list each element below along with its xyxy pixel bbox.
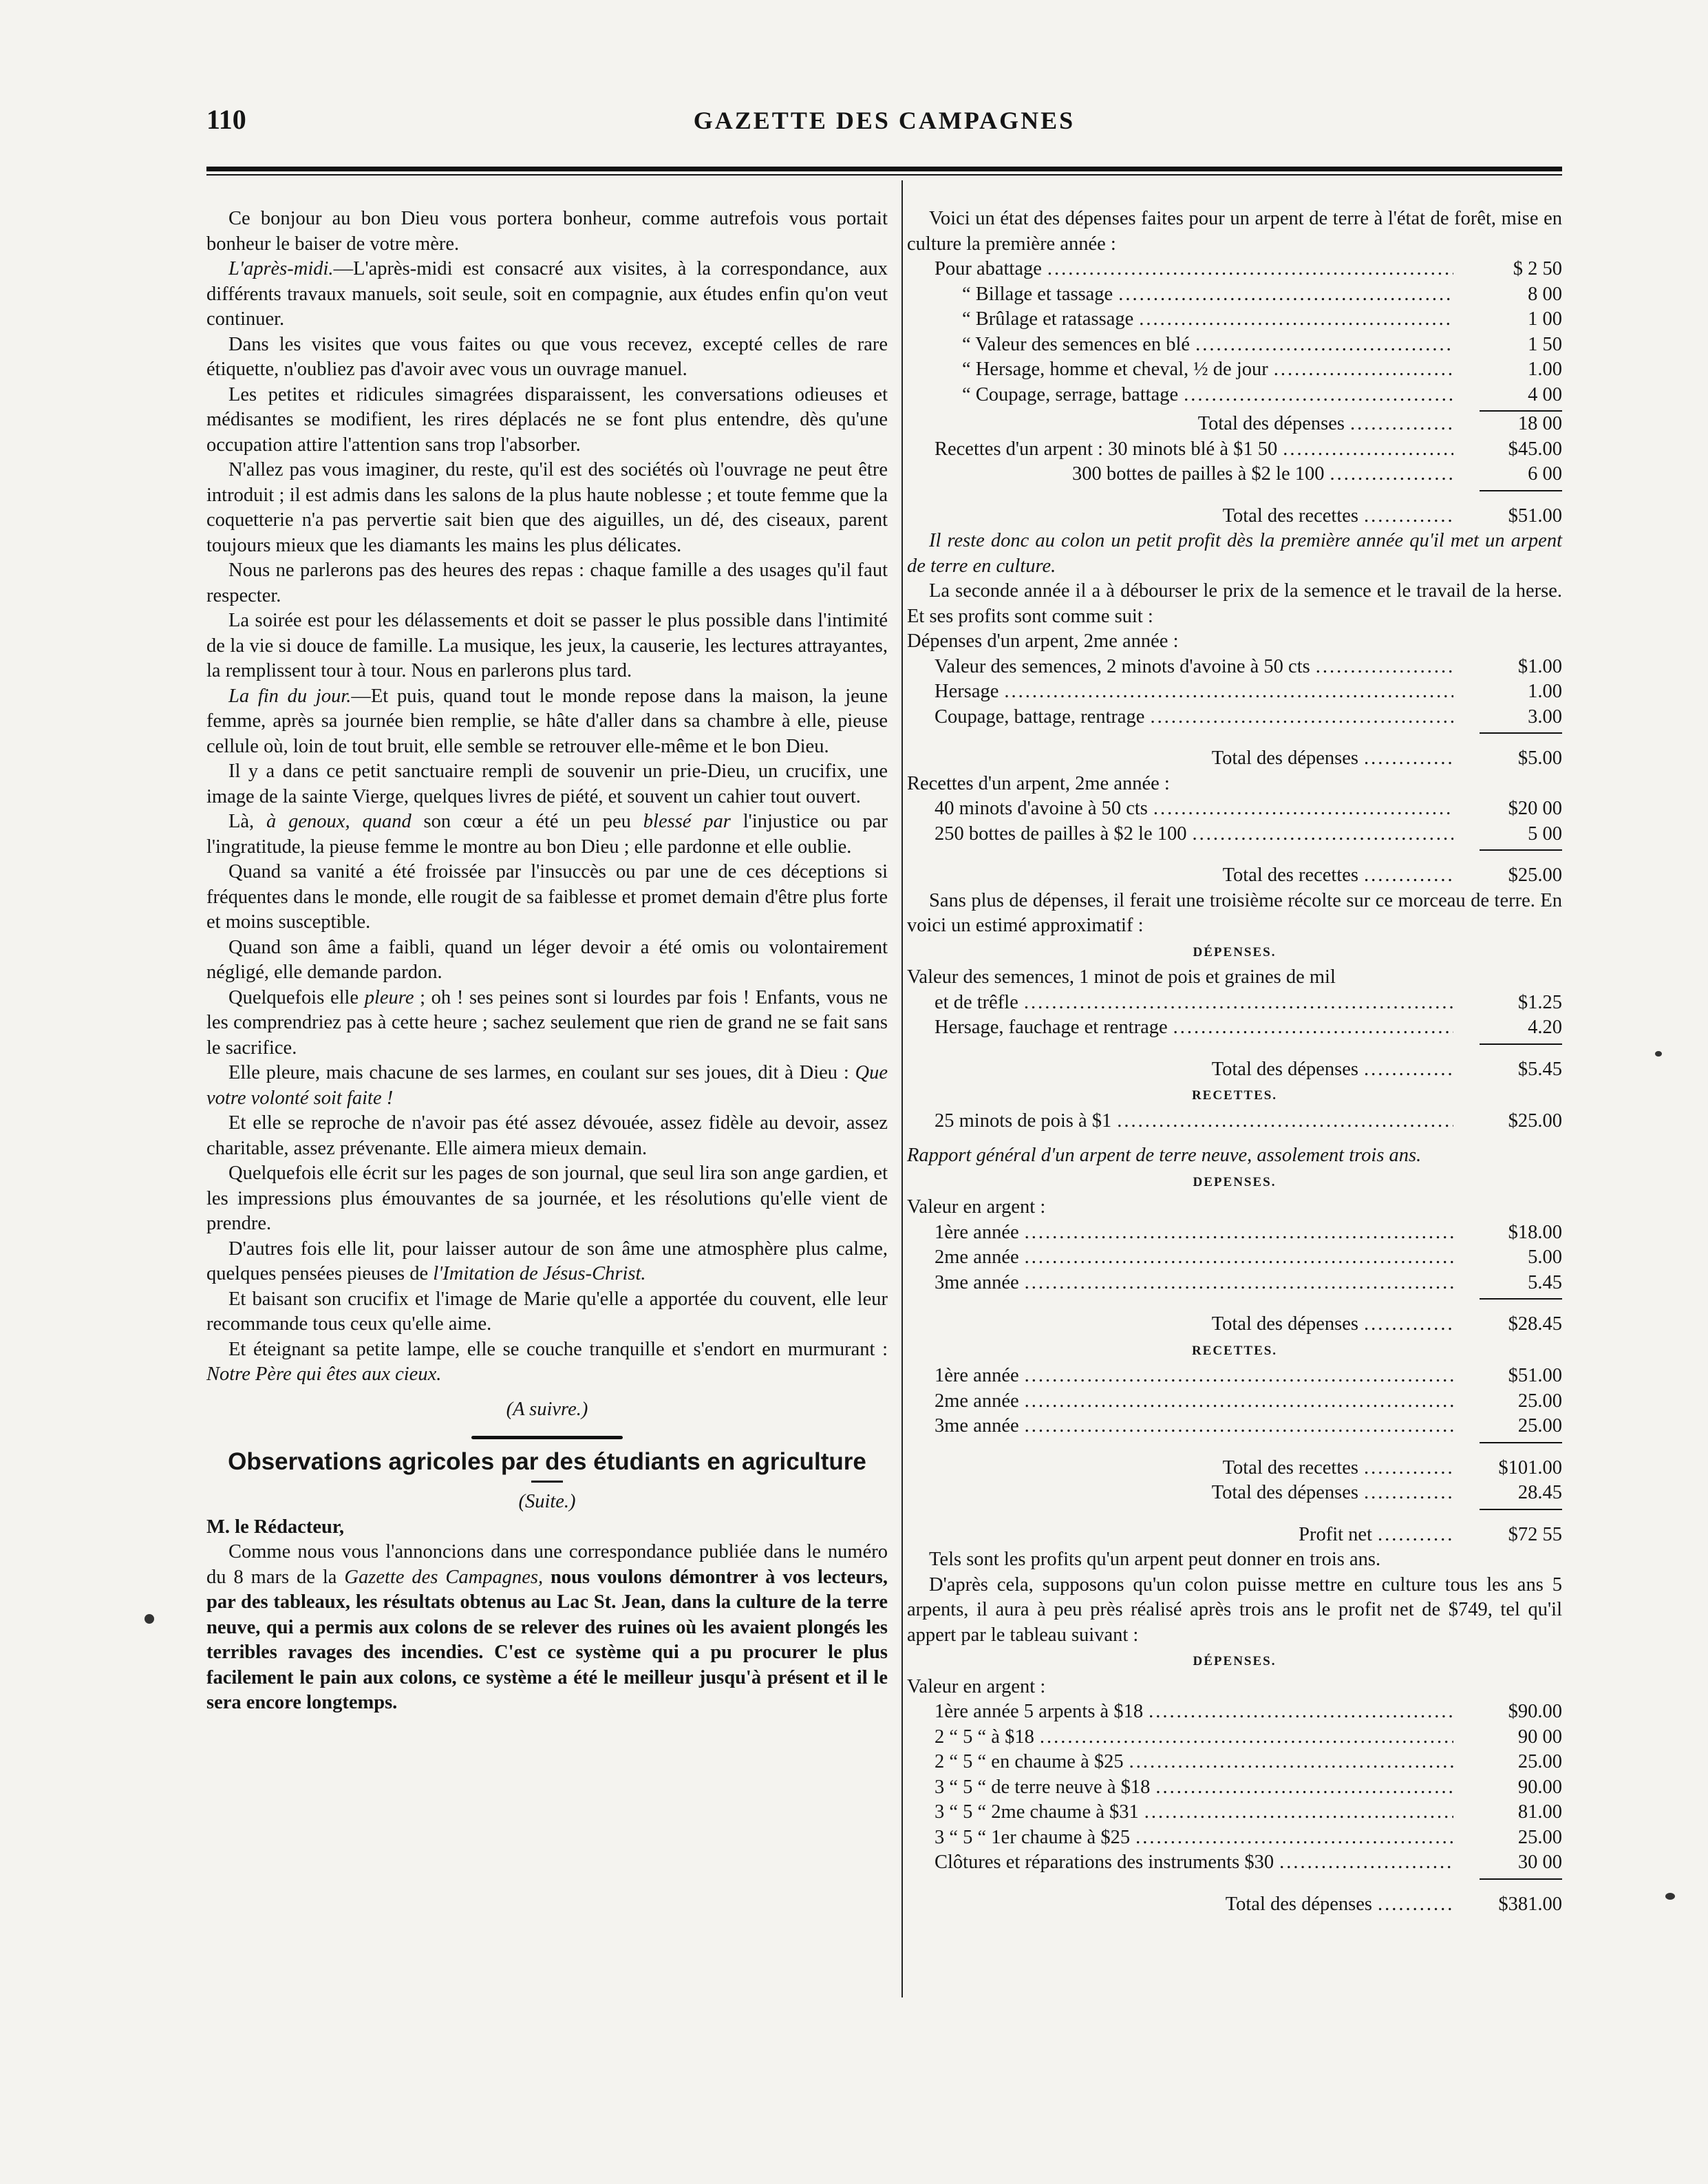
leader-dots xyxy=(1139,307,1453,332)
row-amount: 90 00 xyxy=(1517,1726,1562,1748)
section-label: RECETTES. xyxy=(1191,1088,1278,1103)
paragraph: Quand sa vanité a été froissée par l'insuccès ou par une de ces déceptions si fréquentes dans le monde, elle rougit de sa faiblesse et promet demain d'être plus forte et moins susceptible. xyxy=(206,861,888,933)
paragraph: D'après cela, supposons qu'un colon puisse mettre en culture tous les ans 5 arpents, il aura à peu près réalisé après trois ans le profit net de $749, tel qu'il appert par le tableau suivant : xyxy=(907,1573,1562,1646)
column-divider xyxy=(901,180,903,1997)
leader-dots xyxy=(1184,383,1453,408)
row-amount: 5.00 xyxy=(1528,1247,1562,1268)
row-label: 3 “ 5 “ de terre neuve à $18 xyxy=(935,1776,1151,1798)
table-heading: Recettes d'un arpent, 2me année : xyxy=(907,772,1170,794)
section-heading: La fin du jour. xyxy=(228,685,352,707)
sum-rule xyxy=(1480,732,1562,734)
sum-rule xyxy=(1480,849,1562,851)
leader-dots xyxy=(1025,1389,1453,1414)
paragraph: N'allez pas vous imaginer, du reste, qu'il est des sociétés où l'ouvrage ne peut être introduit ; il est admis dans les salons de la plus haute noblesse ; et toute femme que la coquetterie n'a pas pervertie sait bien que des aiguilles, un dé, des ciseaux, parent toujours mieux que les diamants les mains les plus délicates. xyxy=(206,459,888,556)
paragraph: Quelquefois elle pleure ; oh ! ses peines sont si lourdes par fois ! Enfants, vous ne les comprendriez pas à cette heure ; sachez seulement que rien de grand ne se fait sans le sacrifice. xyxy=(206,986,888,1059)
leader-dots xyxy=(1040,1725,1453,1750)
table-row xyxy=(907,990,1562,1016)
row-label: 2 “ 5 “ en chaume à $25 xyxy=(935,1751,1124,1772)
table-row xyxy=(907,1775,1562,1801)
sum-rule xyxy=(1480,1442,1562,1443)
row-amount: 1 00 xyxy=(1528,308,1562,330)
page-title: GAZETTE DES CAMPAGNES xyxy=(693,107,1076,134)
paragraph: Quand son âme a faibli, quand un léger devoir a été omis ou volontairement négligé, elle demande pardon. xyxy=(206,936,888,983)
total-row: Total des dépenses ..... 18 00 xyxy=(907,412,1562,437)
row-label: “ Brûlage et ratassage xyxy=(962,308,1134,330)
row-amount: 3.00 xyxy=(1528,706,1562,728)
leader-dots xyxy=(1025,1414,1453,1439)
row-amount: 1.00 xyxy=(1528,359,1562,380)
leader-dots xyxy=(1025,1245,1453,1271)
row-label: Hersage, fauchage et rentrage xyxy=(935,1017,1168,1038)
paragraph: Dans les visites que vous faites ou que vous recevez, excepté celles de rare étiquette, n'oubliez pas d'avoir avec vous un ouvrage manuel. xyxy=(206,333,888,380)
section-heading: L'après-midi. xyxy=(228,258,334,279)
row-label: 1ère année xyxy=(935,1221,1019,1243)
paragraph: Il y a dans ce petit sanctuaire rempli de souvenir un prie-Dieu, un crucifix, une image de la sainte Vierge, quelques livres de piété, et souvent un cahier tout ouvert. xyxy=(206,761,888,807)
row-amount: 25.00 xyxy=(1517,1826,1562,1848)
table-row xyxy=(907,1800,1562,1825)
row-label: 3 “ 5 “ 1er chaume à $25 xyxy=(935,1826,1131,1848)
page-header xyxy=(206,103,1562,138)
expense-table-5 xyxy=(907,1699,1562,1876)
expense-table-4 xyxy=(907,1220,1562,1296)
leader-dots xyxy=(1024,990,1453,1016)
total-row: Total des dépenses ..... $5.45 xyxy=(907,1057,1562,1083)
table-row xyxy=(907,1389,1562,1414)
paragraph: Les petites et ridicules simagrées disparaissent, les conversations odieuses et médisantes se modifient, les rires déplacés ne se font plus entendre, dès qu'une occupation attire l'attention sans trop l'absorber. xyxy=(206,383,888,456)
row-amount: $1.00 xyxy=(1517,655,1562,677)
paragraph: Là, à genoux, quand son cœur a été un peu blessé par l'injustice ou par l'ingratitude, la pieuse femme le montre au bon Dieu ; elle pardonne et elle oublie. xyxy=(206,811,888,858)
row-amount: 90.00 xyxy=(1517,1776,1562,1798)
table-row xyxy=(907,257,1562,282)
table-row xyxy=(907,1015,1562,1041)
leader-dots xyxy=(1025,1271,1453,1296)
profit-row: Profit net ..... $72 55 xyxy=(907,1523,1562,1548)
paragraph: Et éteignant sa petite lampe, elle se couche tranquille et s'endort en murmurant : Notre Père qui êtes aux cieux. xyxy=(206,1338,888,1385)
total-row: Total des dépenses ..... $28.45 xyxy=(907,1312,1562,1337)
expense-table-3 xyxy=(907,990,1562,1041)
row-label: “ Billage et tassage xyxy=(962,283,1113,305)
total-row: Total des recettes ..... $101.00 xyxy=(907,1456,1562,1481)
section-label: DEPENSES. xyxy=(1193,1174,1277,1189)
table-row xyxy=(907,1220,1562,1246)
table-row xyxy=(907,822,1562,847)
table-row xyxy=(907,705,1562,730)
row-label: 3me année xyxy=(935,1415,1019,1436)
paragraph: Sans plus de dépenses, il ferait une troisième récolte sur ce morceau de terre. En voici un estimé approximatif : xyxy=(907,889,1562,936)
row-label: Hersage xyxy=(935,681,999,702)
total-row: Total des dépenses ..... $381.00 xyxy=(907,1892,1562,1918)
paragraph: Et elle se reproche de n'avoir pas été assez dévouée, assez fidèle au devoir, assez charitable, assez prévenante. Elle aimera mieux demain. xyxy=(206,1112,888,1159)
row-label: 2me année xyxy=(935,1247,1019,1268)
salutation: M. le Rédacteur, xyxy=(206,1516,344,1538)
header-rule-thin xyxy=(206,174,1562,176)
leader-dots xyxy=(1192,822,1453,847)
leader-dots xyxy=(1155,1775,1453,1801)
row-amount: 30 00 xyxy=(1517,1852,1562,1873)
paragraph: Quelquefois elle écrit sur les pages de son journal, que seul lira son ange gardien, et les impressions plus émouvantes de sa journée, et les résolutions qu'elle vient de prendre. xyxy=(206,1163,888,1234)
table-row xyxy=(907,383,1562,408)
row-amount: $20 00 xyxy=(1508,798,1562,819)
row-label: 3 “ 5 “ 2me chaume à $31 xyxy=(935,1801,1139,1823)
row-label: “ Valeur des semences en blé xyxy=(962,333,1191,355)
row-label: Pour abattage xyxy=(935,258,1042,279)
row-label: 40 minots d'avoine à 50 cts xyxy=(935,798,1148,819)
table-row xyxy=(907,655,1562,680)
total-row: Total des dépenses ..... $5.00 xyxy=(907,746,1562,772)
paragraph: Il reste donc au colon un petit profit dès la première année qu'il met un arpent de terre en culture. xyxy=(907,530,1562,577)
page-number: 110 xyxy=(206,104,246,135)
row-amount: 1 50 xyxy=(1528,333,1562,355)
table-row xyxy=(907,282,1562,308)
table-row xyxy=(907,1699,1562,1725)
leader-dots xyxy=(1047,257,1453,282)
table-row xyxy=(907,1414,1562,1439)
row-label: Valeur des semences, 2 minots d'avoine à 50 cts xyxy=(935,655,1310,677)
left-column xyxy=(206,206,888,1716)
row-amount: 1.00 xyxy=(1528,681,1562,702)
row-label: Coupage, battage, rentrage xyxy=(935,706,1145,728)
total-row: Total des dépenses ..... 28.45 xyxy=(907,1481,1562,1506)
row-label: 3me année xyxy=(935,1271,1019,1293)
scan-speck xyxy=(1665,1893,1675,1900)
table-row xyxy=(907,679,1562,705)
leader-dots xyxy=(1144,1800,1453,1825)
paragraph: Tels sont les profits qu'un arpent peut donner en trois ans. xyxy=(929,1549,1381,1570)
table-row xyxy=(907,332,1562,358)
row-label: 250 bottes de pailles à $2 le 100 xyxy=(935,823,1187,845)
paragraph: D'autres fois elle lit, pour laisser autour de son âme une atmosphère plus calme, quelques pensées pieuses de l'Imitation de Jésus-Christ. xyxy=(206,1238,888,1284)
section-label: DÉPENSES. xyxy=(1193,1654,1277,1668)
total-row: Total des recettes ..... $25.00 xyxy=(907,863,1562,889)
row-amount: $18.00 xyxy=(1508,1221,1562,1243)
row-label: 2 “ 5 “ à $18 xyxy=(935,1726,1034,1748)
row-amount: 8 00 xyxy=(1528,283,1562,305)
leader-dots xyxy=(1153,796,1453,822)
leader-dots xyxy=(1149,1699,1453,1725)
table-heading: Dépenses d'un arpent, 2me année : xyxy=(907,630,1179,652)
section-label: RECETTES. xyxy=(1191,1343,1278,1358)
leader-dots xyxy=(1025,1364,1453,1389)
report-heading: Rapport général d'un arpent de terre neuve, assolement trois ans. xyxy=(907,1145,1422,1166)
leader-dots xyxy=(1025,1220,1453,1246)
paragraph: L'après-midi.—L'après-midi est consacré aux visites, à la correspondance, aux différents travaux manuels, soit seule, soit en compagnie, aux études enfin qu'on veut continuer. xyxy=(206,258,888,330)
leader-dots xyxy=(1004,679,1453,705)
row-amount: $51.00 xyxy=(1508,1365,1562,1386)
sum-rule xyxy=(1480,1878,1562,1880)
table-row: Recettes d'un arpent : 30 minots blé à $1 50 ..... $45.00 xyxy=(907,437,1562,463)
ornament-short-rule xyxy=(531,1481,563,1483)
leader-dots xyxy=(1129,1750,1453,1775)
leader-dots xyxy=(1279,1850,1453,1876)
to-be-continued: (A suivre.) xyxy=(506,1398,588,1420)
sum-rule xyxy=(1480,490,1562,491)
paragraph: Et baisant son crucifix et l'image de Marie qu'elle a apportée du couvent, elle leur recommande tous ceux qu'elle aime. xyxy=(206,1288,888,1335)
sum-rule xyxy=(1480,1298,1562,1300)
row-amount: 4 00 xyxy=(1528,383,1562,405)
table-row xyxy=(907,357,1562,383)
row-amount: 25.00 xyxy=(1517,1751,1562,1772)
table-heading: Valeur en argent : xyxy=(907,1196,1046,1218)
row-label: 1ère année 5 arpents à $18 xyxy=(935,1701,1144,1722)
sum-rule xyxy=(1480,1509,1562,1510)
leader-dots xyxy=(1316,655,1453,680)
row-label: 1ère année xyxy=(935,1365,1019,1386)
row-label: et de trêfle xyxy=(935,991,1018,1013)
row-amount: 25.00 xyxy=(1517,1415,1562,1436)
right-column xyxy=(907,206,1562,1917)
paragraph: Ce bonjour au bon Dieu vous portera bonheur, comme autrefois vous portait bonheur le baiser de votre mère. xyxy=(206,208,888,255)
leader-dots xyxy=(1173,1015,1453,1041)
row-amount: $ 2 50 xyxy=(1513,258,1562,279)
revenue-table-2 xyxy=(907,796,1562,847)
table-row xyxy=(907,307,1562,332)
sum-rule xyxy=(1480,1043,1562,1045)
table-row xyxy=(907,1271,1562,1296)
expense-table-2 xyxy=(907,655,1562,730)
leader-dots xyxy=(1135,1825,1453,1851)
row-amount: 81.00 xyxy=(1517,1801,1562,1823)
revenue-table-4 xyxy=(907,1364,1562,1439)
row-label: “ Hersage, homme et cheval, ½ de jour xyxy=(962,359,1268,380)
section-label: DÉPENSES. xyxy=(1193,944,1277,960)
table-row xyxy=(907,1364,1562,1389)
row-amount: 4.20 xyxy=(1528,1017,1562,1038)
leader-dots xyxy=(1118,282,1453,308)
paragraph: La fin du jour.—Et puis, quand tout le monde repose dans la maison, la jeune femme, après sa journée bien remplie, se hâte d'aller dans sa chambre à elle, pieuse cellule où, loin de tout bruit, elle semble se retrouver elle-même et le bon Dieu. xyxy=(206,685,888,757)
table-row xyxy=(907,1245,1562,1271)
leader-dots xyxy=(1150,705,1453,730)
row-amount: $1.25 xyxy=(1517,991,1562,1013)
table-row xyxy=(907,1750,1562,1775)
table-row xyxy=(907,1825,1562,1851)
row-label: 2me année xyxy=(935,1390,1019,1412)
header-rule xyxy=(206,167,1562,171)
article-suite: (Suite.) xyxy=(518,1491,576,1512)
row-amount: 25.00 xyxy=(1517,1390,1562,1412)
paragraph: La soirée est pour les délassements et doit se passer le plus possible dans l'intimité de la vie si douce de famille. La musique, les jeux, la causerie, les lectures attrayantes, la remplissent tour à tour. Nous en parlerons plus tard. xyxy=(206,610,888,681)
table-row: 25 minots de pois à $1 ..... $25.00 xyxy=(907,1109,1562,1134)
row-amount: $90.00 xyxy=(1508,1701,1562,1722)
table-heading: Valeur en argent : xyxy=(907,1675,1046,1697)
expense-table-1 xyxy=(907,257,1562,407)
leader-dots xyxy=(1195,332,1453,358)
paragraph: Voici un état des dépenses faites pour un arpent de terre à l'état de forêt, mise en culture la première année : xyxy=(907,208,1562,255)
paragraph: La seconde année il a à débourser le prix de la semence et le travail de la herse. Et ses profits sont comme suit : xyxy=(907,580,1562,627)
table-row xyxy=(907,1725,1562,1750)
table-line: Valeur des semences, 1 minot de pois et graines de mil xyxy=(907,966,1336,988)
row-label: Clôtures et réparations des instruments $30 xyxy=(935,1852,1274,1873)
table-row xyxy=(907,1850,1562,1876)
scan-speck xyxy=(1655,1051,1662,1057)
paragraph: Comme nous vous l'annoncions dans une correspondance publiée dans le numéro du 8 mars de la Gazette des Campagnes, nous voulons démontrer à vos lecteurs, par des tableaux, les résultats obtenus au Lac St. Jean, dans la culture de la terre neuve, qui a permis aux colons de se relever des ruines où les avaient plongés les terribles ravages des incendies. C'est ce système qui a pu procurer le plus facilement le pain aux colons, ce système a été le meilleur jusqu'à présent et il le sera encore longtemps. xyxy=(206,1541,888,1713)
ornament-rule xyxy=(471,1436,623,1439)
row-amount: 5 00 xyxy=(1528,823,1562,845)
total-row: Total des recettes ..... $51.00 xyxy=(907,504,1562,529)
row-label: “ Coupage, serrage, battage xyxy=(962,383,1179,405)
article-title: Observations agricoles par des étudiants en agriculture xyxy=(228,1448,866,1475)
row-amount: 5.45 xyxy=(1528,1271,1562,1293)
paragraph: Nous ne parlerons pas des heures des repas : chaque famille a des usages qu'il faut respecter. xyxy=(206,560,888,606)
leader-dots xyxy=(1274,357,1453,383)
scan-speck xyxy=(145,1614,154,1624)
table-row: 300 bottes de pailles à $2 le 100 ..... 6 00 xyxy=(907,462,1562,487)
paragraph: Elle pleure, mais chacune de ses larmes, en coulant sur ses joues, dit à Dieu : Que votre volonté soit faite ! xyxy=(206,1062,888,1109)
table-row xyxy=(907,796,1562,822)
